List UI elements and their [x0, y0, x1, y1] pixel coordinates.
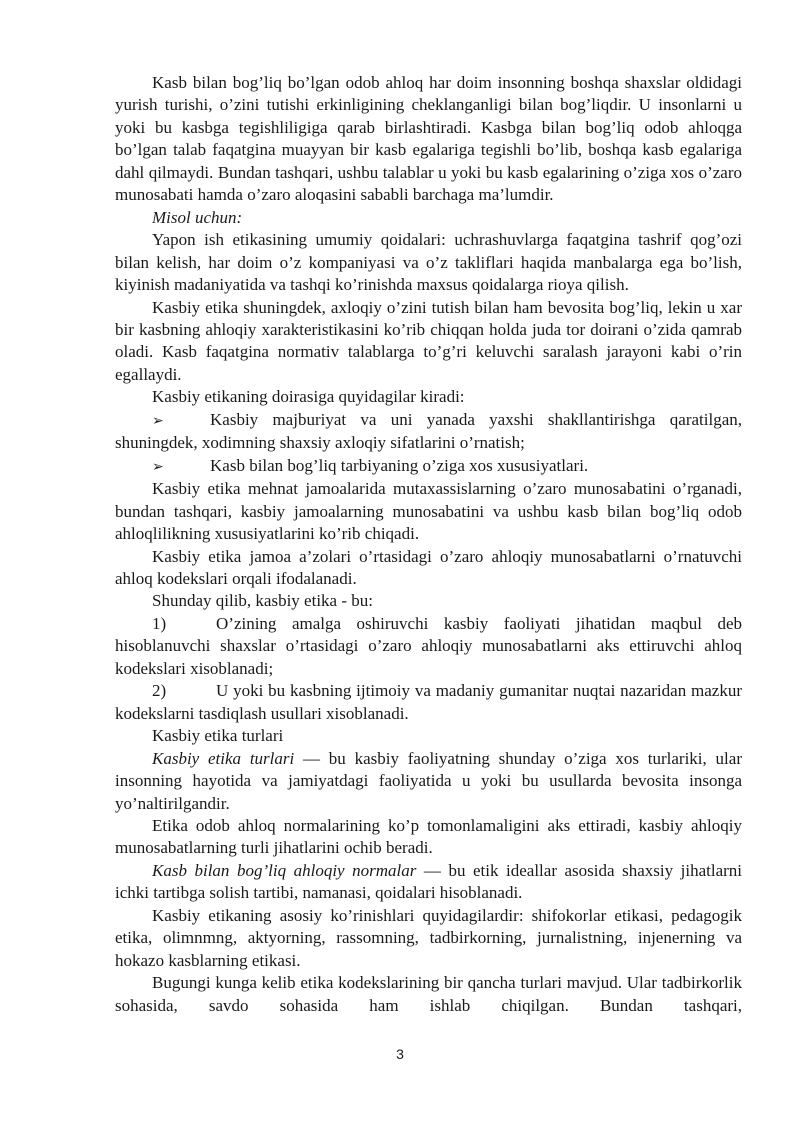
- numbered-item: 2) U yoki bu kasbning ijtimoiy va madaniy gumanitar nuqtai nazaridan mazkur kodekslarni tasdiqlash usullari xisoblanadi.: [115, 681, 742, 723]
- paragraph-bugungi-kunga: Bugungi kunga kelib etika kodekslarining bir qancha turlari mavjud. Ular tadbirkorlik sohasida, savdo sohasida ham ishlab chiqilgan. Bundan tashqari,: [115, 973, 742, 1015]
- term-italic: Kasb bilan bog’liq ahloqiy normalar: [152, 860, 417, 880]
- paragraph-ahloqiy-normalar-def: Kasb bilan bog’liq ahloqiy normalar — bu etik ideallar asosida shaxsiy jihatlarni ichki tartibga solish tartibi, namanasi, qoidalari hisoblanadi.: [115, 860, 742, 903]
- page-number: 3: [396, 1046, 404, 1062]
- paragraph-etika-turlari-def: Kasbiy etika turlari — bu kasbiy faoliyatning shunday o’ziga xos turlariki, ular insonning hayotida va jamiyatdagi faoliyatida u yoki bu usullarda bevosita insonga yo’naltirilgandir.: [115, 748, 742, 813]
- paragraph-ahloq-kodekslari: Kasbiy etika jamoa a’zolari o’rtasidagi o’zaro ahloqiy munosabatlarni o’rnatuvchi ahloq kodekslari orqali ifodalanadi.: [115, 546, 742, 588]
- item-number: 2): [152, 681, 167, 701]
- numbered-item: 1) O’zining amalga oshiruvchi kasbiy faoliyati jihatidan maqbul deb hisoblanuvchi shaxslar o’rtasidagi o’zaro ahloqiy munosabatlarni aks ettiruvchi ahloq kodekslari xisoblanadi;: [115, 613, 742, 678]
- paragraph-shunday-qilib: Shunday qilib, kasbiy etika - bu:: [152, 591, 373, 611]
- term-italic: Kasbiy etika turlari: [152, 748, 295, 768]
- arrowhead-bullet-icon: ➢: [152, 458, 164, 475]
- paragraph-etika-normalari: Etika odob ahloq normalarining ko’p tomonlamaligini aks ettiradi, kasbiy ahloqiy munosabatlarning turli jihatlarini ochib beradi.: [115, 815, 742, 858]
- paragraph-yapon-etika: Yapon ish etikasining umumiy qoidalari: uchrashuvlarga faqatgina tashrif qog’ozi bilan kelish, har doim o’z kompaniyasi va o’z takliflari haqida manbalarga ega bo’lish, kiyinish madaniyatida va tashqi ko’rinishda maxsus qoidalarga rioya qilish.: [115, 230, 742, 295]
- item-number: 1): [152, 613, 167, 633]
- paragraph-misol-uchun: [115, 207, 742, 229]
- arrowhead-bullet-icon: ➢: [152, 412, 164, 429]
- paragraph-doira-intro: Kasbiy etikaning doirasiga quyidagilar kiradi:: [152, 387, 465, 407]
- document-body: [115, 72, 742, 1017]
- example-label: Misol uchun:: [152, 207, 243, 227]
- section-heading: Kasbiy etika turlari: [152, 726, 284, 746]
- paragraph-kasbiy-etika-axloq: Kasbiy etika shuningdek, axloqiy o’zini tutish bilan ham bevosita bog’liq, lekin u xar bir kasbning ahloqiy xarakteristikasini ko’rib chiqqan holda juda tor doirani o’zida qamrab oladi. Kasb faqatgina normativ talablarga to’g’ri keluvchi saralash jarayoni kabi o’rin egallaydi.: [115, 297, 742, 384]
- bullet-item: ➢ Kasbiy majburiyat va uni yanada yaxshi shakllantirishga qaratilgan, shuningdek, xodimning shaxsiy axloqiy sifatlarini o’rnatish;: [115, 409, 742, 453]
- paragraph-mehnat-jamoalari: Kasbiy etika mehnat jamoalarida mutaxassislarning o’zaro munosabatini o’rganadi, bundan tashqari, kasbiy jamoalarning munosabatini va ushbu kasb bilan bog’liq odob ahloqlilikning xususiyatlarini ko’rib chiqadi.: [115, 479, 742, 544]
- bullet-item: ➢ Kasb bilan bog’liq tarbiyaning o’ziga xos xususiyatlari.: [115, 455, 742, 478]
- paragraph-asosiy-korinishlar: Kasbiy etikaning asosiy ko’rinishlari quyidagilardir: shifokorlar etikasi, pedagogik etika, olimnmng, aktyorning, rassomning, tadbirkorning, jurnalistning, injenerning va hokazo kasblarning etikasi.: [115, 905, 742, 970]
- paragraph-kasb-odob: Kasb bilan bog’liq bo’lgan odob ahloq har doim insonning boshqa shaxslar oldidagi yurish turishi, o’zini tutishi erkinligining cheklanganligi bilan bog’liqdir. U insonlarni u yoki bu kasbga tegishliligiga qarab birlashtiradi. Kasbga bilan bog’liq odob ahloqga bo’lgan talab faqatgina muayyan bir kasb egalariga tegishli bo’lib, boshqa kasb egalariga dahl qilmaydi. Bundan tashqari, ushbu talablar u yoki bu kasb egalarining o’ziga xos o’zaro munosabati hamda o’zaro aloqasini sababli barchaga ma’lumdir.: [115, 73, 742, 205]
